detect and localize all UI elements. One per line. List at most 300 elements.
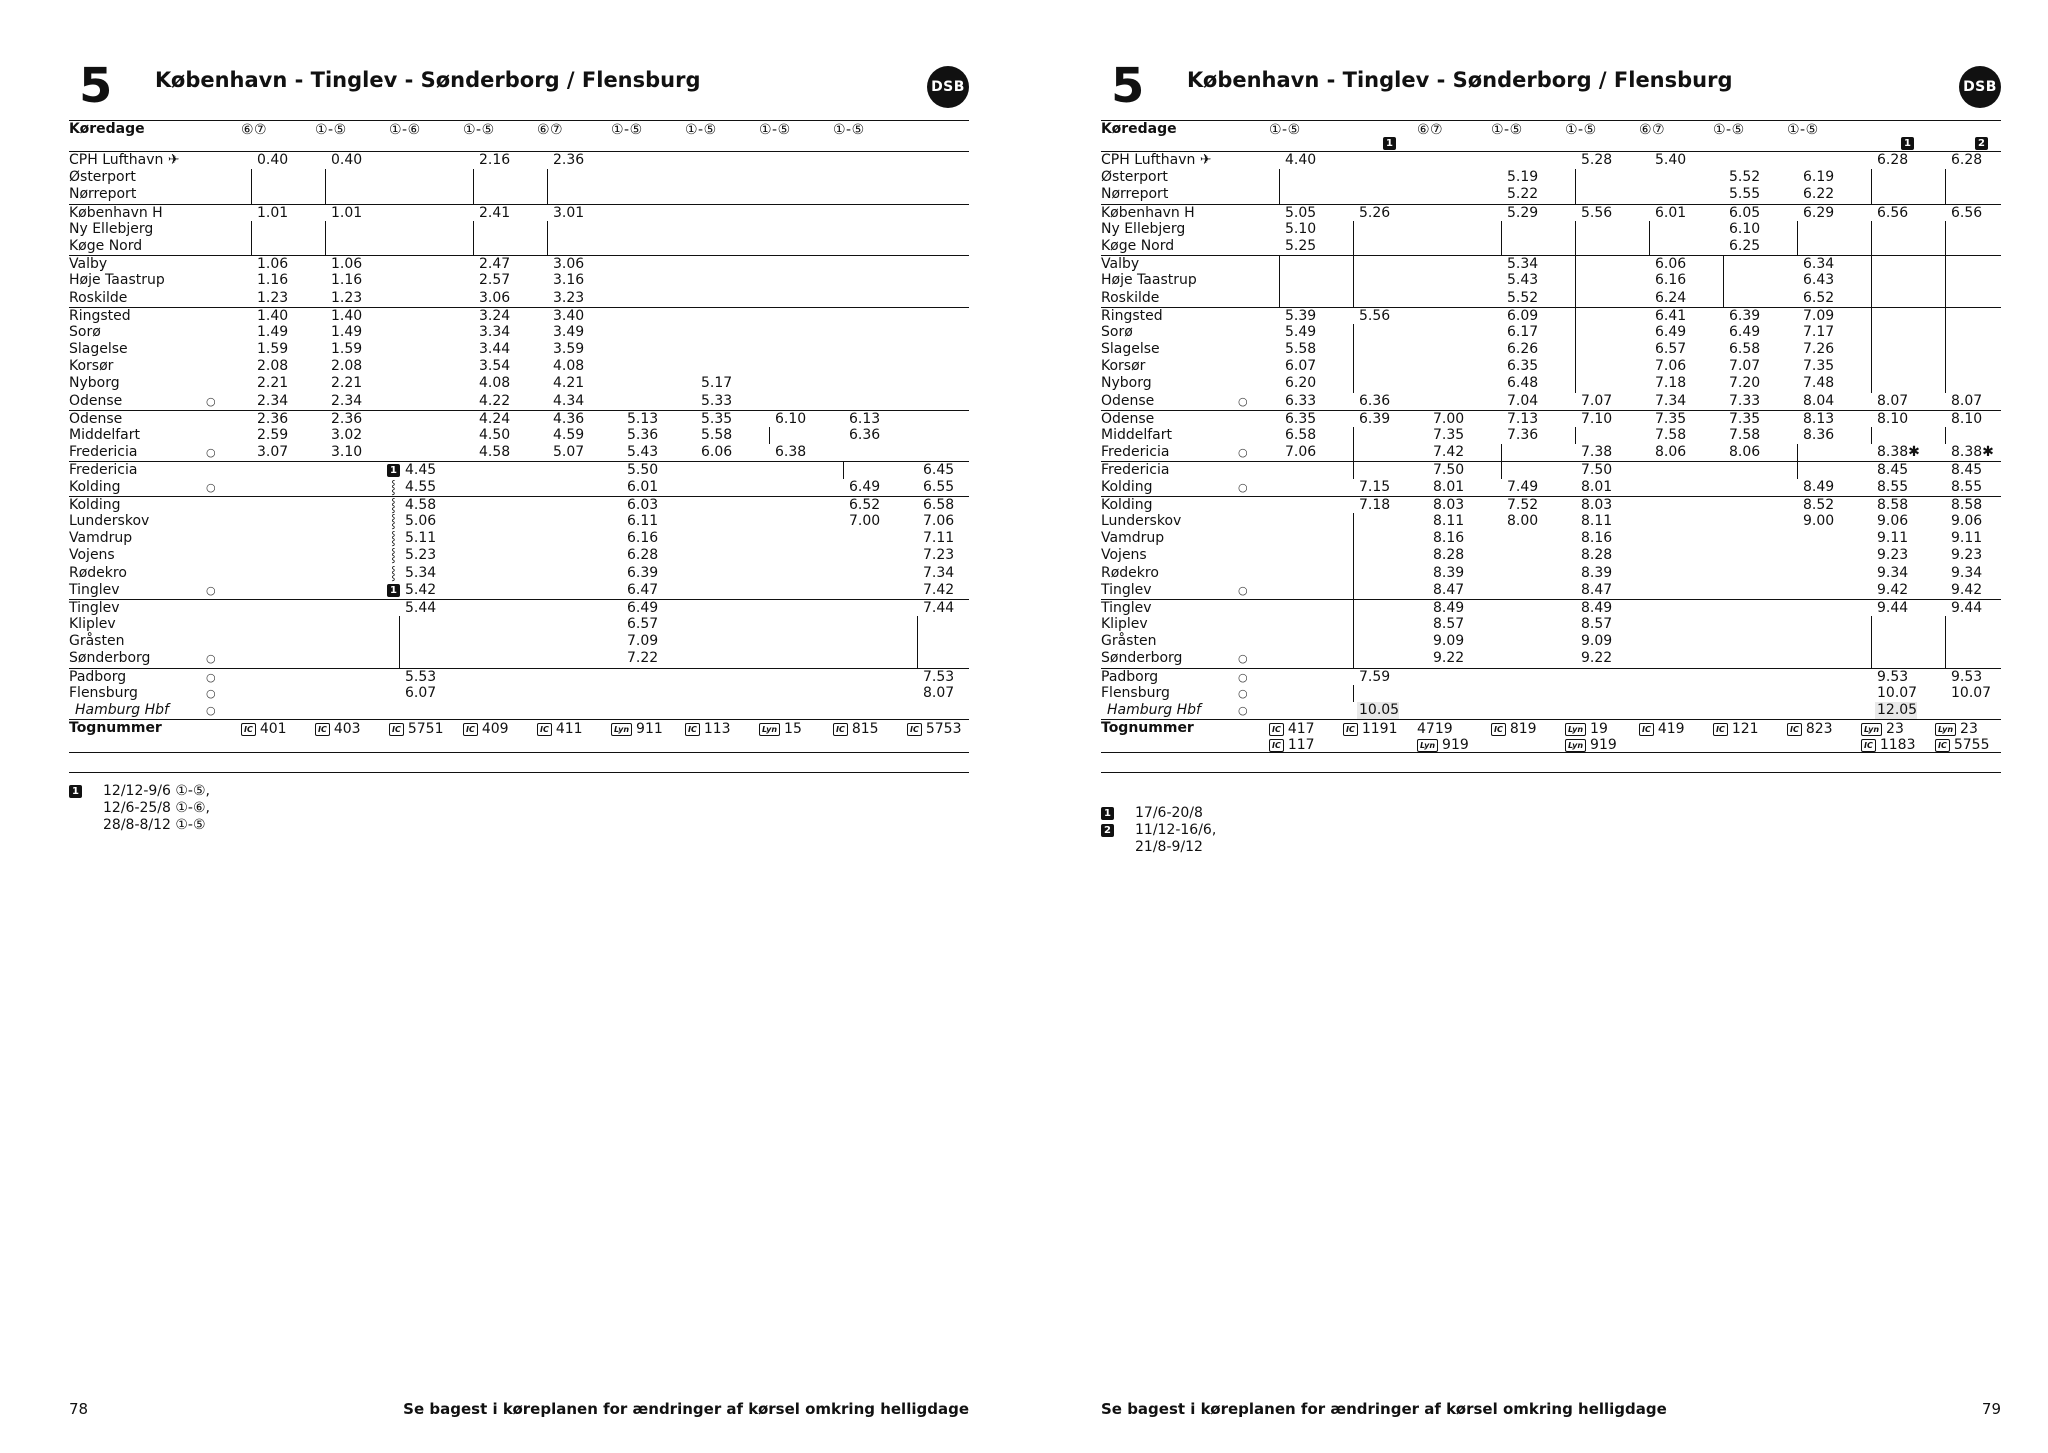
time-cell: 9.42: [1951, 581, 1983, 598]
time-cell: 6.35: [1285, 410, 1317, 427]
train-number: [1269, 737, 1315, 754]
station-name: Hamburg Hbf: [1107, 702, 1201, 718]
pass-through-line: [473, 186, 474, 203]
pass-through-line: [1871, 616, 1872, 633]
table-row: [1101, 324, 2001, 341]
time-cell: 5.40: [1655, 152, 1687, 168]
time-cell: 2.08: [257, 358, 289, 375]
train-type-icon: IC: [1713, 723, 1728, 736]
table-row: [1101, 393, 2001, 410]
train-number: [1417, 737, 1469, 754]
pass-through-line: [1871, 256, 1872, 272]
train-number: [537, 721, 583, 738]
time-cell: 9.23: [1877, 547, 1909, 564]
time-cell: 6.36: [849, 427, 881, 443]
pass-through-line: [399, 616, 400, 633]
pass-through-line: [325, 169, 326, 186]
time-cell: 3.40: [553, 307, 585, 324]
time-cell: 7.06: [923, 512, 955, 529]
route-number: 5: [1111, 58, 1145, 114]
station-name: Gråsten: [1101, 633, 1157, 650]
time-cell: 7.18: [1359, 496, 1391, 513]
time-cell: 8.49: [1433, 599, 1465, 616]
table-row: [1101, 375, 2001, 392]
pass-through-line: [1575, 375, 1576, 392]
station-name: Sønderborg: [1101, 650, 1183, 667]
station-name: Nørreport: [69, 186, 137, 203]
train-number-value: 1191: [1361, 721, 1398, 738]
time-cell: 7.53: [923, 668, 955, 685]
time-cell: 5.07: [553, 444, 585, 461]
station-name: Korsør: [69, 358, 114, 375]
time-cell: 6.07: [1285, 358, 1317, 375]
train-number: [389, 721, 444, 738]
station-name: Fredericia: [69, 462, 138, 479]
table-row: [69, 272, 969, 289]
pass-through-line: [1945, 358, 1946, 375]
time-cell: 4.08: [479, 375, 511, 392]
train-type-icon: IC: [685, 723, 700, 736]
time-cell: 9.00: [1803, 512, 1835, 529]
time-cell: 5.26: [1359, 204, 1391, 221]
time-cell: 5.11: [405, 530, 437, 547]
time-cell: 8.07: [923, 684, 955, 701]
pass-through-line: [1353, 272, 1354, 289]
time-cell: 7.35: [1433, 427, 1465, 443]
pass-through-line: [1797, 444, 1798, 461]
station-name: Kliplev: [69, 616, 116, 633]
day-code: ①-⑤: [463, 122, 495, 138]
pass-through-line: [1723, 272, 1724, 289]
pass-through-line: [1945, 341, 1946, 358]
train-type-icon: IC: [1269, 739, 1284, 752]
pass-through-line: [1871, 324, 1872, 341]
time-cell: 1.06: [331, 256, 363, 273]
day-code: ①-⑤: [1565, 122, 1597, 138]
time-cell: 9.22: [1433, 650, 1465, 667]
pass-through-line: [1575, 324, 1576, 341]
time-cell: 8.39: [1581, 564, 1613, 581]
table-row: [1101, 565, 2001, 582]
time-cell: 1.23: [331, 289, 363, 306]
train-number-value: 409: [481, 721, 509, 738]
day-code: ①-⑥: [389, 122, 421, 138]
pass-through-line: [1945, 272, 1946, 289]
time-cell: 5.49: [1285, 323, 1317, 340]
time-cell: 7.26: [1803, 341, 1835, 358]
pass-through-line: [1797, 221, 1798, 238]
pass-through-line: [1945, 221, 1946, 238]
time-cell: 1.59: [331, 341, 363, 358]
time-cell: 7.07: [1581, 392, 1613, 409]
footnote-text: 21/8-9/12: [1135, 839, 1203, 855]
station-name: Køge Nord: [69, 237, 143, 254]
pass-through-line: [917, 616, 918, 633]
time-cell: 5.28: [1581, 152, 1613, 168]
time-cell: 6.49: [1729, 323, 1761, 340]
table-row: [69, 307, 969, 324]
pass-through-line: [1279, 290, 1280, 307]
pass-through-line: [843, 462, 844, 478]
route-title: København - Tinglev - Sønderborg / Flensburg: [155, 68, 701, 92]
table-row: [69, 186, 969, 203]
table-row: [69, 633, 969, 650]
pass-through-line: [1871, 633, 1872, 650]
time-cell: 8.55: [1877, 478, 1909, 495]
pass-through-line: [1723, 256, 1724, 272]
note-badge-icon: 1: [1901, 137, 1914, 150]
time-cell: 6.28: [627, 547, 659, 564]
pass-through-line: [1353, 324, 1354, 341]
footnote-line: [69, 800, 210, 817]
day-code: ①-⑤: [1713, 122, 1745, 138]
time-cell: 7.42: [923, 581, 955, 598]
time-cell: 6.24: [1655, 289, 1687, 306]
time-cell: 5.13: [627, 410, 659, 427]
table-bottom-rule: [69, 753, 969, 773]
header-row: [69, 120, 969, 152]
time-cell: 7.00: [1433, 410, 1465, 427]
time-cell: 6.52: [849, 496, 881, 513]
time-cell: 3.07: [257, 444, 289, 461]
train-number-value: 4719: [1417, 721, 1453, 738]
pass-through-line: [1575, 427, 1576, 444]
pass-through-line: [1575, 308, 1576, 324]
table-row: [69, 152, 969, 169]
train-type-icon: Lyn: [1565, 739, 1586, 752]
table-row: [1101, 599, 2001, 616]
time-cell: 1.49: [331, 323, 363, 340]
train-type-icon: IC: [1787, 723, 1802, 736]
header-label: Køredage: [69, 121, 145, 137]
table-row: [69, 616, 969, 633]
table-row: [69, 582, 969, 599]
time-cell: 5.56: [1359, 307, 1391, 324]
footnotes: [1101, 805, 1216, 856]
pass-through-line: [1353, 462, 1354, 478]
time-cell: 5.19: [1507, 169, 1539, 186]
time-cell: 6.33: [1285, 392, 1317, 409]
pass-through-line: [547, 169, 548, 186]
train-label: Tognummer: [1101, 720, 1194, 737]
time-cell: 6.09: [1507, 307, 1539, 324]
time-cell: 8.03: [1581, 496, 1613, 513]
time-cell: 2.57: [479, 272, 511, 289]
time-cell: 5.42: [405, 581, 437, 598]
time-cell: 2.34: [257, 392, 289, 409]
arrival-marker-icon: ○: [206, 446, 216, 460]
time-cell: 7.35: [1655, 410, 1687, 427]
pass-through-line: [1797, 462, 1798, 478]
pass-through-line: [473, 238, 474, 255]
train-type-icon: Lyn: [759, 723, 780, 736]
table-row: [69, 702, 969, 719]
station-name: Rødekro: [69, 564, 127, 581]
train-number-value: 117: [1287, 737, 1315, 754]
time-cell: 7.17: [1803, 323, 1835, 340]
arrival-marker-icon: ○: [206, 583, 216, 597]
train-type-icon: IC: [241, 723, 256, 736]
station-name: Sønderborg: [69, 650, 151, 667]
pass-through-line: [1871, 221, 1872, 238]
time-cell: 6.25: [1729, 237, 1761, 254]
time-cell: 5.39: [1285, 307, 1317, 324]
station-name: Ny Ellebjerg: [1101, 220, 1186, 237]
pass-through-line: [1353, 358, 1354, 375]
time-cell: 4.08: [553, 358, 585, 375]
left-page: [69, 0, 969, 1453]
time-cell: 2.21: [257, 375, 289, 392]
time-cell: 8.01: [1433, 478, 1465, 495]
time-cell: 7.04: [1507, 392, 1539, 409]
time-cell: 7.58: [1655, 427, 1687, 443]
station-name: Høje Taastrup: [69, 272, 165, 289]
pass-through-line: [1945, 308, 1946, 324]
wavy-line-icon: ⸾: [391, 497, 396, 513]
time-cell: 6.34: [1803, 256, 1835, 273]
time-cell: 10.07: [1951, 684, 1992, 701]
time-cell: 8.45: [1951, 462, 1983, 479]
day-code: ①-⑤: [833, 122, 865, 138]
time-cell: 8.07: [1951, 392, 1983, 409]
train-number-value: 23: [1960, 721, 1978, 738]
time-cell: 5.17: [701, 375, 733, 392]
time-cell: 6.39: [1729, 307, 1761, 324]
table-row: [1101, 255, 2001, 272]
pass-through-line: [1871, 186, 1872, 203]
table-row: [69, 375, 969, 392]
time-cell: 5.35: [701, 410, 733, 427]
time-cell: 7.36: [1507, 427, 1539, 443]
time-cell: 8.00: [1507, 512, 1539, 529]
time-cell: 5.43: [627, 444, 659, 461]
station-name: Odense: [69, 410, 123, 427]
table-row: [69, 565, 969, 582]
station-name: Odense: [1101, 392, 1155, 409]
time-cell: 8.11: [1433, 512, 1465, 529]
station-name: Gråsten: [69, 633, 125, 650]
pass-through-line: [1353, 341, 1354, 358]
time-cell: 9.09: [1433, 633, 1465, 650]
table-row: [1101, 290, 2001, 307]
time-cell: 8.49: [1581, 599, 1613, 616]
time-cell: 7.35: [1729, 410, 1761, 427]
time-cell: 7.18: [1655, 375, 1687, 392]
footnote-line: [1101, 805, 1216, 822]
station-name: Fredericia: [1101, 444, 1170, 461]
table-row: [1101, 238, 2001, 255]
train-number: [1861, 721, 1904, 738]
table-row: [1101, 204, 2001, 221]
time-cell: 8.49: [1803, 478, 1835, 495]
train-number: [1639, 721, 1685, 738]
time-cell: 8.55: [1951, 478, 1983, 495]
time-cell: 4.22: [479, 392, 511, 409]
time-cell: 6.47: [627, 581, 659, 598]
time-cell: 7.23: [923, 547, 955, 564]
train-type-icon: IC: [1491, 723, 1506, 736]
train-number-value: 23: [1886, 721, 1904, 738]
arrival-marker-icon: ○: [206, 704, 216, 717]
time-cell: 6.03: [627, 496, 659, 513]
footnote-line: [1101, 839, 1216, 856]
time-cell: 9.09: [1581, 633, 1613, 650]
table-row: [69, 668, 969, 685]
time-cell: 2.16: [479, 152, 511, 168]
pass-through-line: [1353, 513, 1354, 530]
pass-through-line: [1575, 290, 1576, 307]
table-row: [1101, 668, 2001, 685]
route-title: København - Tinglev - Sønderborg / Flensburg: [1187, 68, 1733, 92]
time-cell: 1.01: [331, 204, 363, 221]
table-row: [69, 324, 969, 341]
table-row: [1101, 702, 2001, 719]
time-cell: 6.38: [775, 444, 807, 461]
pass-through-line: [1353, 650, 1354, 667]
time-cell: 6.35: [1507, 358, 1539, 375]
train-number: [833, 721, 879, 738]
time-cell: 4.40: [1285, 152, 1317, 168]
pass-through-line: [1945, 186, 1946, 203]
time-cell: 9.42: [1877, 581, 1909, 598]
pass-through-line: [1279, 256, 1280, 272]
time-cell: 1.40: [331, 307, 363, 324]
time-cell: 5.53: [405, 668, 437, 685]
time-cell: 5.10: [1285, 220, 1317, 237]
table-row: [69, 238, 969, 255]
train-number-value: 19: [1590, 721, 1608, 738]
train-label: Tognummer: [69, 720, 162, 737]
pass-through-line: [1353, 290, 1354, 307]
train-number-value: 403: [333, 721, 361, 738]
train-type-icon: IC: [833, 723, 848, 736]
train-number: [315, 721, 361, 738]
train-number: [685, 721, 731, 738]
footnote-line: [69, 783, 210, 800]
time-cell: 9.11: [1951, 530, 1983, 547]
train-number: [241, 721, 287, 738]
pass-through-line: [547, 186, 548, 203]
wavy-line-icon: ⸾: [391, 565, 396, 581]
pass-through-line: [1871, 272, 1872, 289]
day-code: ①-⑤: [685, 122, 717, 138]
train-type-icon: IC: [537, 723, 552, 736]
note-badge-icon: 1: [69, 785, 82, 798]
header-row: [1101, 120, 2001, 152]
time-cell: 6.26: [1507, 341, 1539, 358]
table-row: [1101, 530, 2001, 547]
train-number-value: 919: [1442, 737, 1469, 754]
station-name: Hamburg Hbf: [75, 702, 169, 718]
pass-through-line: [769, 427, 770, 444]
time-cell: 6.36: [1359, 392, 1391, 409]
time-cell: 6.52: [1803, 289, 1835, 306]
time-cell: 7.34: [923, 564, 955, 581]
train-number-value: 911: [636, 721, 663, 738]
time-cell: 2.08: [331, 358, 363, 375]
time-cell: 8.03: [1433, 496, 1465, 513]
train-type-icon: IC: [1343, 723, 1358, 736]
time-cell: 7.15: [1359, 478, 1391, 495]
time-cell: 7.09: [1803, 307, 1835, 324]
train-number-row: [1101, 719, 2001, 753]
time-cell: 4.34: [553, 392, 585, 409]
pass-through-line: [1279, 272, 1280, 289]
time-cell: 6.28: [1951, 152, 1983, 168]
time-cell: 5.22: [1507, 186, 1539, 203]
station-name: Flensburg: [1101, 684, 1170, 701]
table-row: [1101, 582, 2001, 599]
time-cell: 7.38: [1581, 444, 1613, 461]
time-cell: 4.50: [479, 427, 511, 443]
time-cell: 5.55: [1729, 186, 1761, 203]
station-name: Middelfart: [1101, 427, 1172, 443]
train-type-icon: IC: [1269, 723, 1284, 736]
pass-through-line: [251, 169, 252, 186]
arrival-marker-icon: ○: [206, 686, 216, 700]
time-cell: 6.57: [627, 616, 659, 633]
table-row: [69, 530, 969, 547]
time-cell: 5.36: [627, 427, 659, 443]
time-cell: 9.22: [1581, 650, 1613, 667]
train-number: [1935, 721, 1978, 738]
time-cell: 5.29: [1507, 204, 1539, 221]
station-name: Tinglev: [1101, 581, 1152, 598]
pass-through-line: [1945, 633, 1946, 650]
train-number: [1417, 721, 1453, 738]
pass-through-line: [1945, 169, 1946, 186]
time-cell: 8.47: [1433, 581, 1465, 598]
station-name: Lunderskov: [1101, 512, 1182, 529]
table-row: [1101, 221, 2001, 238]
train-number-value: 411: [555, 721, 583, 738]
station-name: Kliplev: [1101, 616, 1148, 633]
header-label: Køredage: [1101, 121, 1177, 137]
time-cell: 6.13: [849, 410, 881, 427]
station-name: Lunderskov: [69, 512, 150, 529]
station-name: Østerport: [69, 169, 136, 186]
station-name: Odense: [69, 392, 123, 409]
station-name: Slagelse: [1101, 341, 1160, 358]
time-cell: 7.07: [1729, 358, 1761, 375]
pass-through-line: [1501, 444, 1502, 461]
pass-through-line: [1353, 616, 1354, 633]
pass-through-line: [399, 633, 400, 650]
table-row: [1101, 152, 2001, 169]
footnote-line: [69, 817, 210, 834]
time-cell: 7.13: [1507, 410, 1539, 427]
wavy-line-icon: ⸾: [391, 513, 396, 529]
time-cell: 5.25: [1285, 237, 1317, 254]
time-cell: 6.39: [1359, 410, 1391, 427]
footnote-text: 11/12-16/6,: [1135, 822, 1217, 838]
time-cell: 6.20: [1285, 375, 1317, 392]
wavy-line-icon: ⸾: [391, 479, 396, 495]
train-number: [1565, 721, 1608, 738]
note-badge-icon: 2: [1975, 137, 1988, 150]
time-cell: 9.44: [1877, 599, 1909, 616]
time-cell: 5.06: [405, 512, 437, 529]
train-number: [1713, 721, 1759, 738]
time-cell: 5.52: [1507, 289, 1539, 306]
time-cell: 7.58: [1729, 427, 1761, 443]
station-name: Kolding: [1101, 478, 1153, 495]
train-number: [1491, 721, 1537, 738]
arrival-marker-icon: ○: [1238, 704, 1248, 717]
day-code: ①-⑤: [1787, 122, 1819, 138]
station-name: CPH Lufthavn ✈: [69, 152, 180, 168]
time-cell: 8.01: [1581, 478, 1613, 495]
